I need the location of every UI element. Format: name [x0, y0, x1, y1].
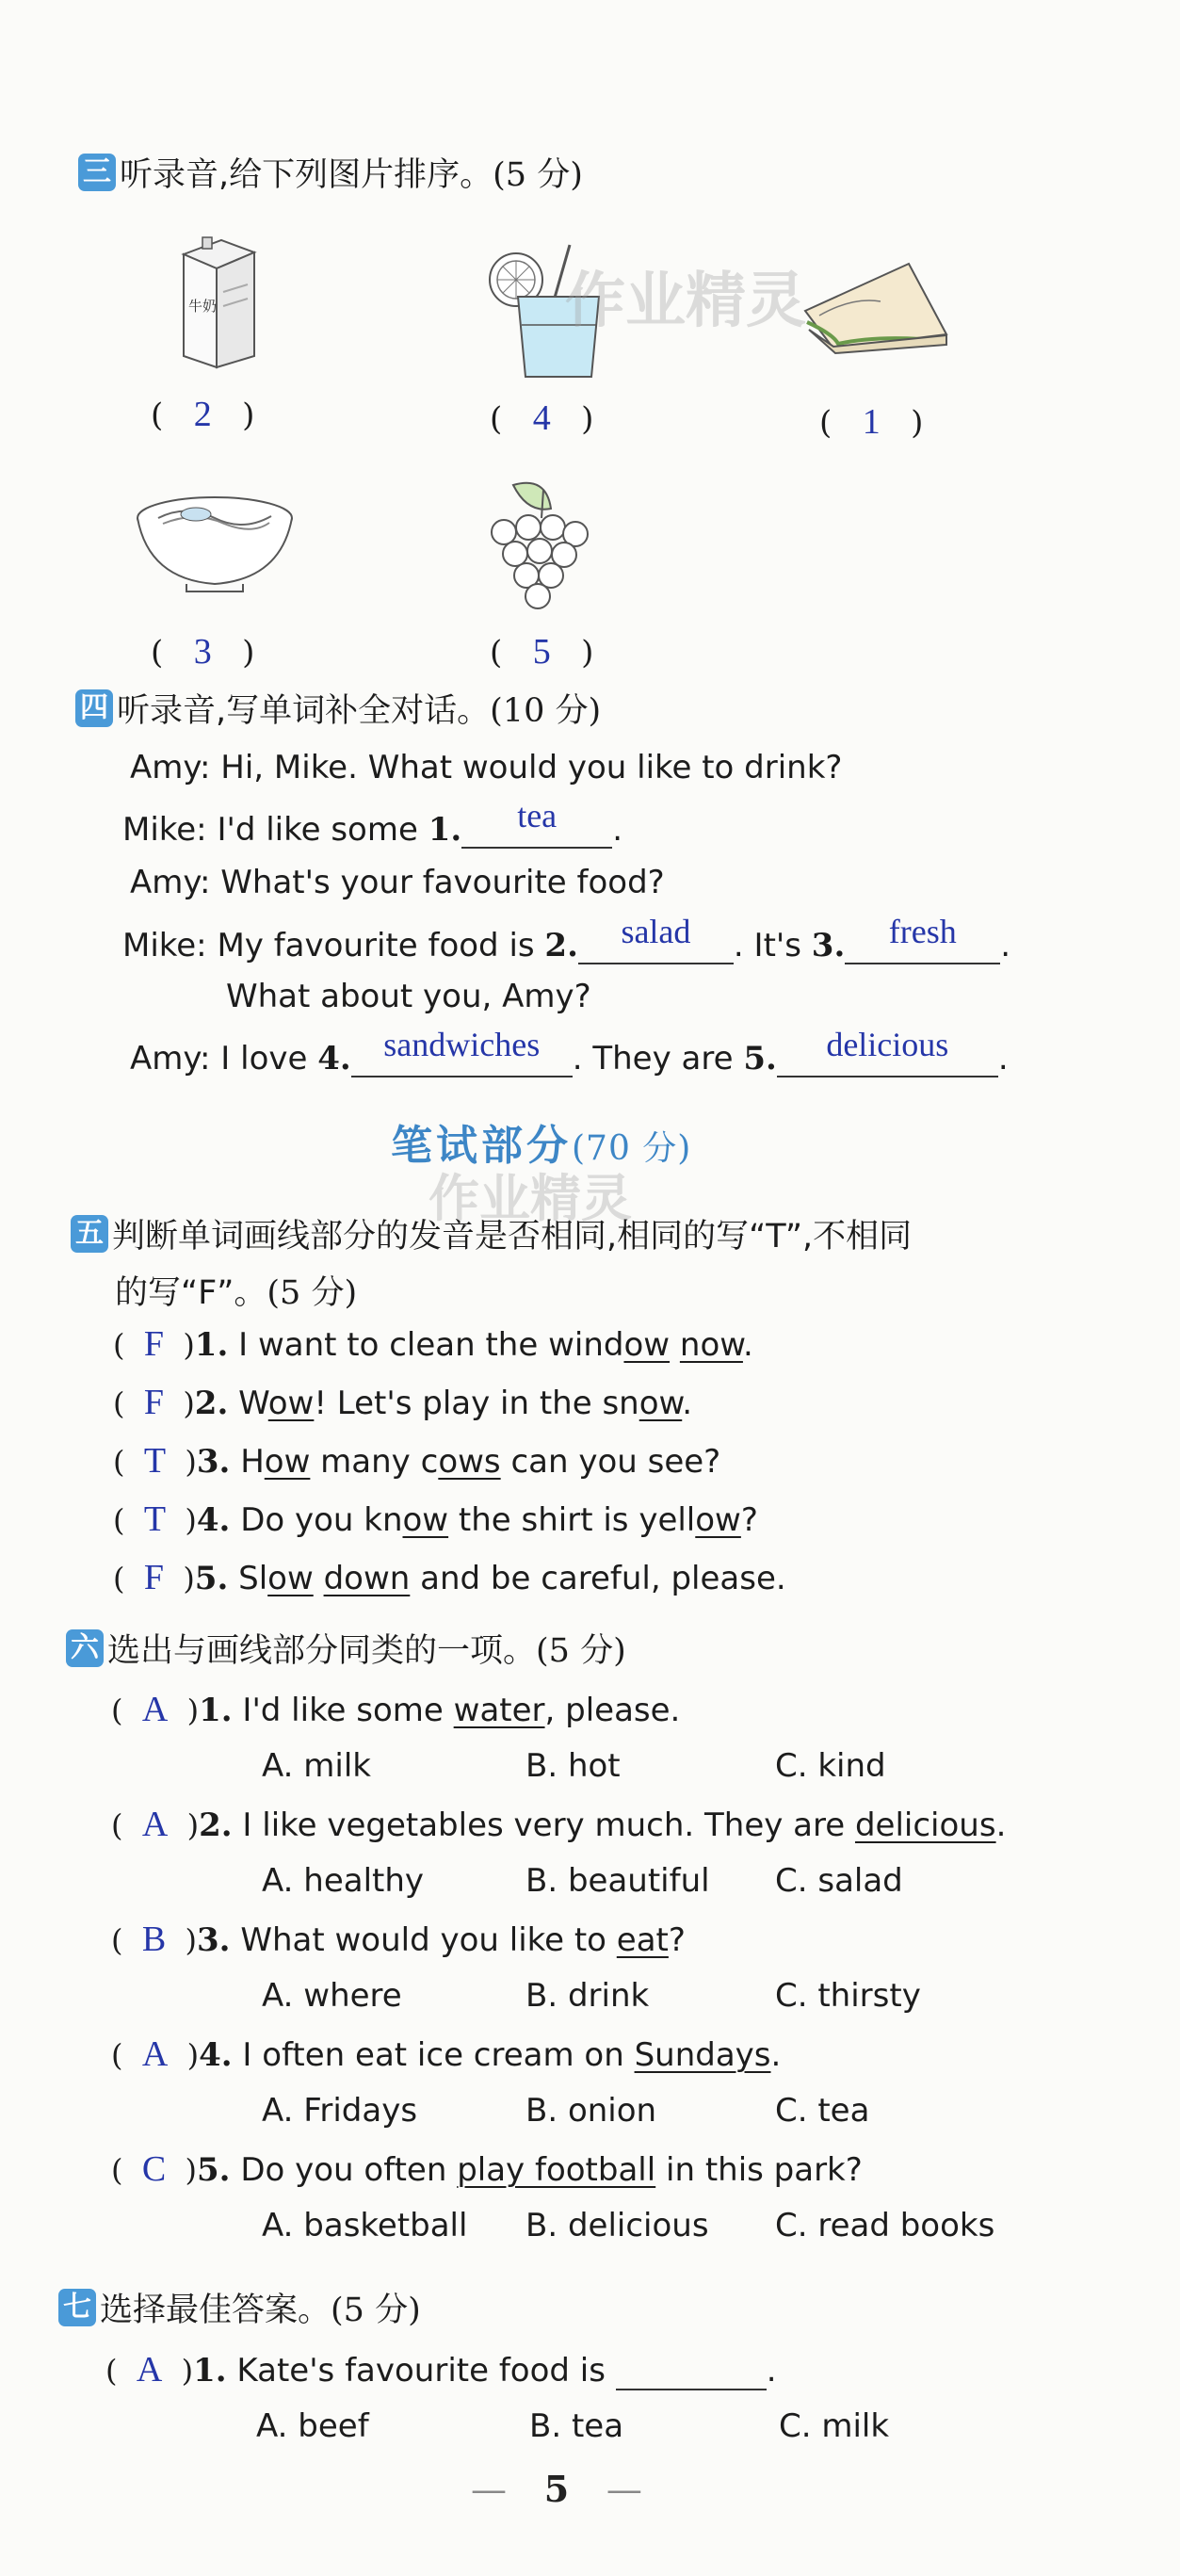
answer: T [143, 1441, 167, 1481]
section-instruction: 听录音,给下列图片排序。 [120, 156, 493, 194]
grapes-picture [476, 476, 598, 621]
option-a: A. Fridays [262, 2092, 418, 2130]
sandwich-picture [796, 254, 956, 371]
option-b: B. tea [529, 2407, 624, 2445]
section-instruction: 判断单词画线部分的发音是否相同,相同的写“T”,不相同 [112, 1218, 913, 1256]
option-b: B. onion [525, 2092, 657, 2130]
speaker: Amy: [130, 864, 211, 901]
answer: F [143, 1383, 164, 1422]
picture-answer-2: ( 4 ) [490, 398, 594, 438]
option-b: B. delicious [525, 2207, 709, 2244]
dialogue-text: My favourite food is [217, 927, 535, 964]
option-c: C. kind [775, 1747, 886, 1785]
dialogue-text: . It's [733, 927, 801, 964]
blank-answer: salad [621, 913, 691, 950]
dialogue-line-4 [122, 913, 1011, 964]
answer: A [141, 1690, 169, 1729]
answer: A [141, 1805, 169, 1844]
list-item: ( A )1. Kate's favourite food is . A. beef B. tea C. milk [105, 2350, 890, 2445]
dialogue-text: . They are [572, 1040, 734, 1077]
section-instruction: 选出与画线部分同类的一项。 [107, 1632, 537, 1670]
section-7-title [58, 2284, 421, 2331]
option-b: B. drink [525, 1977, 650, 2015]
section-score: (10 分) [490, 692, 602, 730]
item-number: 4. [196, 1501, 231, 1539]
list-item: ( F )5. Slow down and be careful, please. [113, 1558, 786, 1597]
option-b: B. hot [525, 1747, 621, 1785]
answer: C [141, 2149, 167, 2189]
written-part-score: (70 分) [572, 1129, 692, 1168]
blank-number: 2. [544, 927, 578, 964]
list-item: ( B )3. What would you like to eat? A. where B. drink C. thirsty [111, 1920, 921, 2015]
option-c: C. tea [775, 2092, 870, 2130]
noodle-bowl-picture [130, 490, 299, 597]
speaker: Amy: [130, 1040, 211, 1077]
dialogue-line-3 [130, 864, 665, 901]
dialogue-line-6 [130, 1026, 1009, 1077]
option-a: A. beef [256, 2407, 369, 2445]
option-b: B. beautiful [525, 1862, 710, 1900]
item-number: 5. [194, 1560, 229, 1597]
written-part-title: 笔试部分 [391, 1122, 572, 1170]
punctuation: . [612, 811, 622, 849]
blank-4 [351, 1026, 573, 1077]
blank-number: 1. [428, 811, 462, 849]
answer: F [143, 1558, 164, 1597]
dialogue-line-2 [122, 797, 622, 849]
blank-answer: tea [517, 797, 558, 834]
blank-number: 4. [317, 1040, 351, 1077]
answer: F [143, 1324, 164, 1364]
blank-3 [845, 913, 1000, 964]
answer: A [136, 2350, 163, 2390]
dialogue-text: I'd like some [217, 811, 418, 849]
item-number: 2. [194, 1385, 229, 1422]
dialogue-text: What's your favourite food? [220, 864, 665, 901]
section-badge: 三 [78, 154, 116, 191]
section-score: (5 分) [267, 1274, 358, 1312]
picture-answer-4: ( 3 ) [151, 632, 255, 672]
blank-answer: fresh [888, 913, 957, 950]
blank-2 [578, 913, 734, 964]
speaker: Mike: [122, 927, 207, 964]
item-number: 1. [194, 1326, 229, 1364]
option-c: C. read books [775, 2207, 995, 2244]
option-a: A. where [262, 1977, 402, 2015]
option-c: C. salad [775, 1862, 903, 1900]
picture-answer-1: ( 2 ) [151, 395, 255, 434]
answer: T [143, 1499, 167, 1539]
section-score: (5 分) [331, 2292, 421, 2329]
blank-number: 3. [811, 927, 846, 964]
section-5-list [113, 1323, 786, 1615]
punctuation: . [997, 1040, 1009, 1077]
list-item: ( A )2. I like vegetables very much. They are delicious. A. healthy B. beautiful C. salad [111, 1805, 1007, 1900]
section-4-title [75, 685, 601, 732]
list-item: ( A )4. I often eat ice cream on Sundays. A. Fridays B. onion C. tea [111, 2034, 870, 2130]
blank-number: 5. [743, 1040, 777, 1077]
blank-answer: sandwiches [383, 1026, 541, 1063]
section-badge: 四 [75, 689, 113, 727]
list-item: ( F )2. Wow! Let's play in the snow. [113, 1383, 693, 1422]
picture-answer-5: ( 5 ) [490, 632, 594, 672]
section-5-title [71, 1210, 912, 1257]
section-5-title-line2 [115, 1267, 357, 1314]
answer-blank [616, 2355, 767, 2390]
section-7-list [105, 2349, 889, 2464]
item-number: 3. [196, 1443, 231, 1481]
option-a: A. milk [262, 1747, 371, 1785]
dialogue-text: I love [220, 1040, 308, 1077]
section-badge: 六 [66, 1629, 104, 1667]
blank-5 [777, 1026, 998, 1077]
section-6-list [111, 1689, 1006, 2263]
speaker: Mike: [122, 811, 207, 849]
list-item: ( F )1. I want to clean the window now. [113, 1324, 753, 1364]
speaker: Amy: [130, 749, 211, 786]
picture-answer-3: ( 1 ) [819, 402, 924, 442]
blank-answer: delicious [826, 1026, 949, 1063]
page-number-value: 5 [543, 2468, 570, 2510]
carton-label: 牛奶 [188, 298, 218, 315]
option-a: A. healthy [262, 1862, 425, 1900]
section-score: (5 分) [493, 156, 583, 194]
list-item: ( T )3. How many cows can you see? [113, 1441, 721, 1481]
section-instruction: 听录音,写单词补全对话。 [117, 692, 491, 730]
milk-carton-picture [165, 235, 268, 381]
dialogue-line-1 [130, 749, 842, 786]
list-item: ( A )1. I'd like some water, please. A. milk B. hot C. kind [111, 1690, 886, 1785]
answer: A [141, 2034, 169, 2074]
section-score: (5 分) [536, 1632, 626, 1670]
list-item: ( T )4. Do you know the shirt is yellow? [113, 1499, 758, 1539]
punctuation: . [1000, 927, 1011, 964]
option-a: A. basketball [262, 2207, 468, 2244]
section-3-title [78, 149, 583, 196]
dialogue-text: What about you, Amy? [226, 978, 591, 1015]
list-item: ( C )5. Do you often play football in this park? A. basketball B. delicious C. read books [111, 2149, 995, 2244]
watermark: 作业精灵 [428, 1169, 632, 1228]
option-c: C. milk [779, 2407, 890, 2445]
section-instruction: 选择最佳答案。 [100, 2292, 331, 2329]
dialogue-line-5 [226, 978, 591, 1015]
blank-1 [461, 797, 612, 849]
section-instruction: 的写“F”。 [115, 1274, 267, 1312]
watermark: 作业精灵 [565, 267, 806, 336]
option-c: C. thirsty [775, 1977, 921, 2015]
section-badge: 七 [58, 2289, 96, 2326]
section-6-title [66, 1625, 626, 1672]
answer: B [141, 1920, 167, 1959]
dialogue-text: Hi, Mike. What would you like to drink? [220, 749, 843, 786]
page-number: — 5 — [471, 2468, 642, 2510]
section-badge: 五 [71, 1215, 108, 1253]
